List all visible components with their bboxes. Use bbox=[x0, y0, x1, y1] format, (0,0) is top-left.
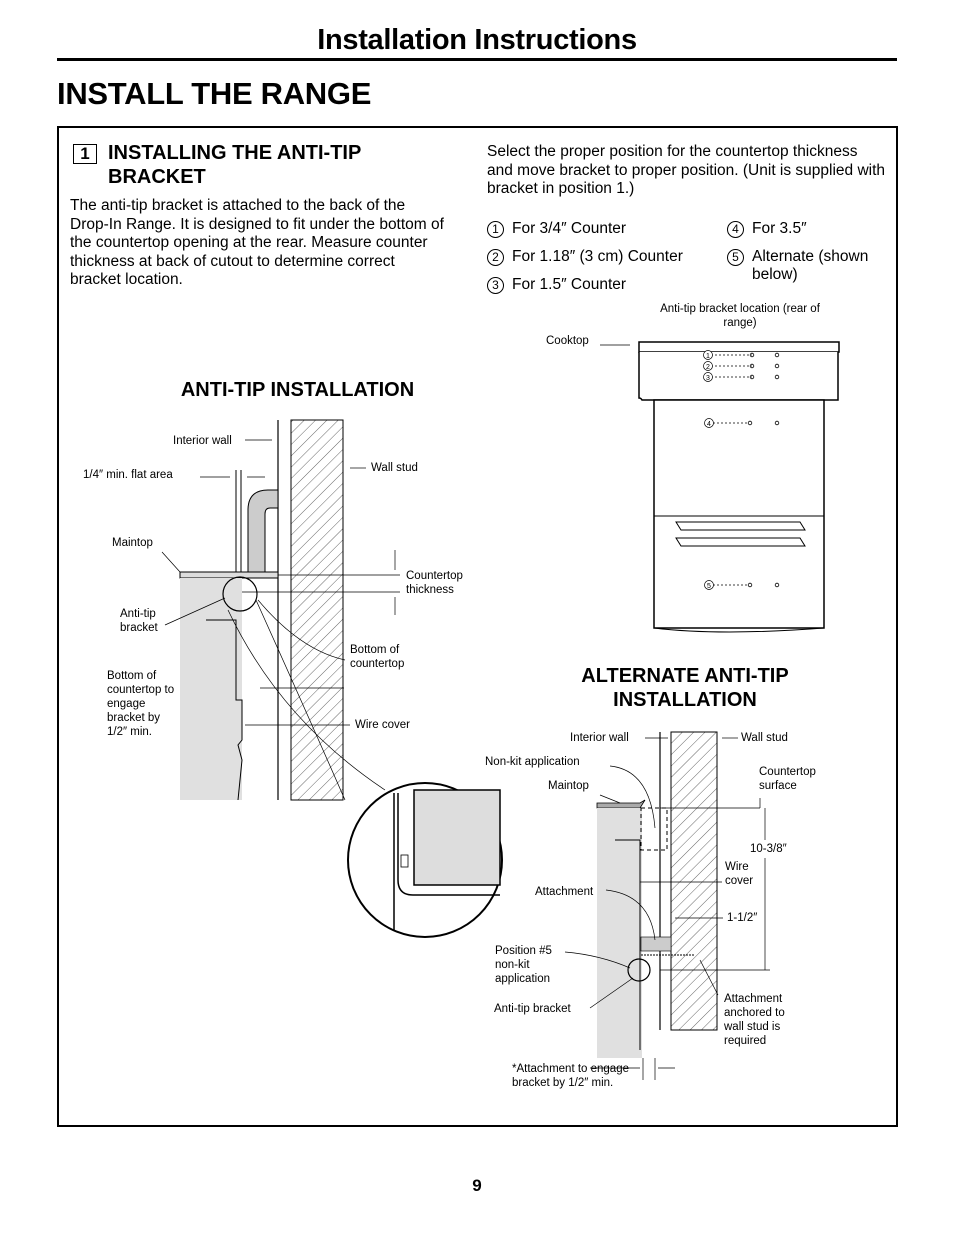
bottom-countertop-label: Bottom of countertop bbox=[350, 644, 405, 670]
flat-area-label: 1/4″ min. flat area bbox=[83, 469, 173, 481]
alternate-title: ALTERNATE ANTI-TIP INSTALLATION bbox=[581, 665, 789, 711]
anti-tip-bracket-label: Anti-tip bracket bbox=[120, 608, 158, 634]
wall-stud-label: Wall stud bbox=[371, 462, 418, 474]
non-kit-label: Non-kit application bbox=[485, 756, 580, 768]
position-label: For 1.18″ (3 cm) Counter bbox=[512, 248, 683, 265]
countertop-surface-label: Countertop surface bbox=[759, 766, 816, 792]
anchored-label: Attachment anchored to wall stud is required bbox=[724, 993, 785, 1047]
rear-marker: 2 bbox=[706, 364, 710, 371]
alt-anti-tip-bracket-label: Anti-tip bracket bbox=[494, 1003, 571, 1015]
section-title: INSTALL THE RANGE bbox=[57, 76, 372, 111]
countertop-thickness-label: Countertop thickness bbox=[406, 570, 463, 596]
page-header: Installation Instructions bbox=[317, 24, 637, 56]
dimension-1-5-label: 1-1/2″ bbox=[727, 912, 758, 924]
select-text: Select the proper position for the countertop thickness and move bracket to proper position. (Unit is supplied with bracket in position 1.) bbox=[487, 143, 886, 197]
engage-note-label: *Attachment to engage bracket by 1/2″ min. bbox=[512, 1063, 629, 1089]
position-number: 2 bbox=[487, 249, 504, 266]
bottom-engage-label: Bottom of countertop to engage bracket by 1/2″ min. bbox=[107, 670, 175, 738]
alt-maintop-label: Maintop bbox=[548, 780, 589, 792]
maintop-label: Maintop bbox=[112, 537, 153, 549]
step-body: The anti-tip bracket is attached to the back of the Drop-In Range. It is designed to fit under the bottom of the countertop opening at the rear. Measure counter thickness at back of cutout to determine correct bracket location. bbox=[70, 197, 444, 288]
anti-tip-title: ANTI-TIP INSTALLATION bbox=[180, 379, 415, 401]
position-label: Alternate (shown below) bbox=[752, 248, 869, 283]
position-label: For 3/4″ Counter bbox=[512, 220, 627, 237]
rear-view-diagram bbox=[600, 342, 839, 632]
position-number: 4 bbox=[727, 221, 744, 238]
position-label: For 3.5″ bbox=[752, 220, 807, 237]
alt-wall-stud-label: Wall stud bbox=[741, 732, 788, 744]
rear-marker: 3 bbox=[706, 375, 710, 382]
rear-marker: 5 bbox=[707, 583, 711, 590]
interior-wall-label: Interior wall bbox=[173, 435, 232, 447]
rear-marker: 1 bbox=[706, 353, 710, 360]
page-number: 9 bbox=[472, 1176, 482, 1195]
step-number: 1 bbox=[73, 144, 97, 164]
wire-cover-label: Wire cover bbox=[355, 719, 410, 731]
position-label: For 1.5″ Counter bbox=[512, 276, 627, 293]
anti-tip-diagram bbox=[162, 420, 502, 937]
cooktop-label: Cooktop bbox=[546, 335, 589, 347]
alt-interior-wall-label: Interior wall bbox=[570, 732, 629, 744]
position-number: 1 bbox=[487, 221, 504, 238]
dimension-10-label: 10-3/8″ bbox=[750, 843, 787, 855]
attachment-label: Attachment bbox=[535, 886, 594, 898]
step-title: INSTALLING THE ANTI-TIP BRACKET bbox=[108, 142, 361, 188]
position-number: 3 bbox=[487, 277, 504, 294]
position5-label: Position #5 non-kit application bbox=[495, 945, 552, 985]
position-number: 5 bbox=[727, 249, 744, 266]
rear-diagram-title: Anti-tip bracket location (rear of range) bbox=[660, 303, 820, 329]
rear-marker: 4 bbox=[707, 421, 711, 428]
alt-wire-cover-label: Wire cover bbox=[725, 861, 754, 887]
